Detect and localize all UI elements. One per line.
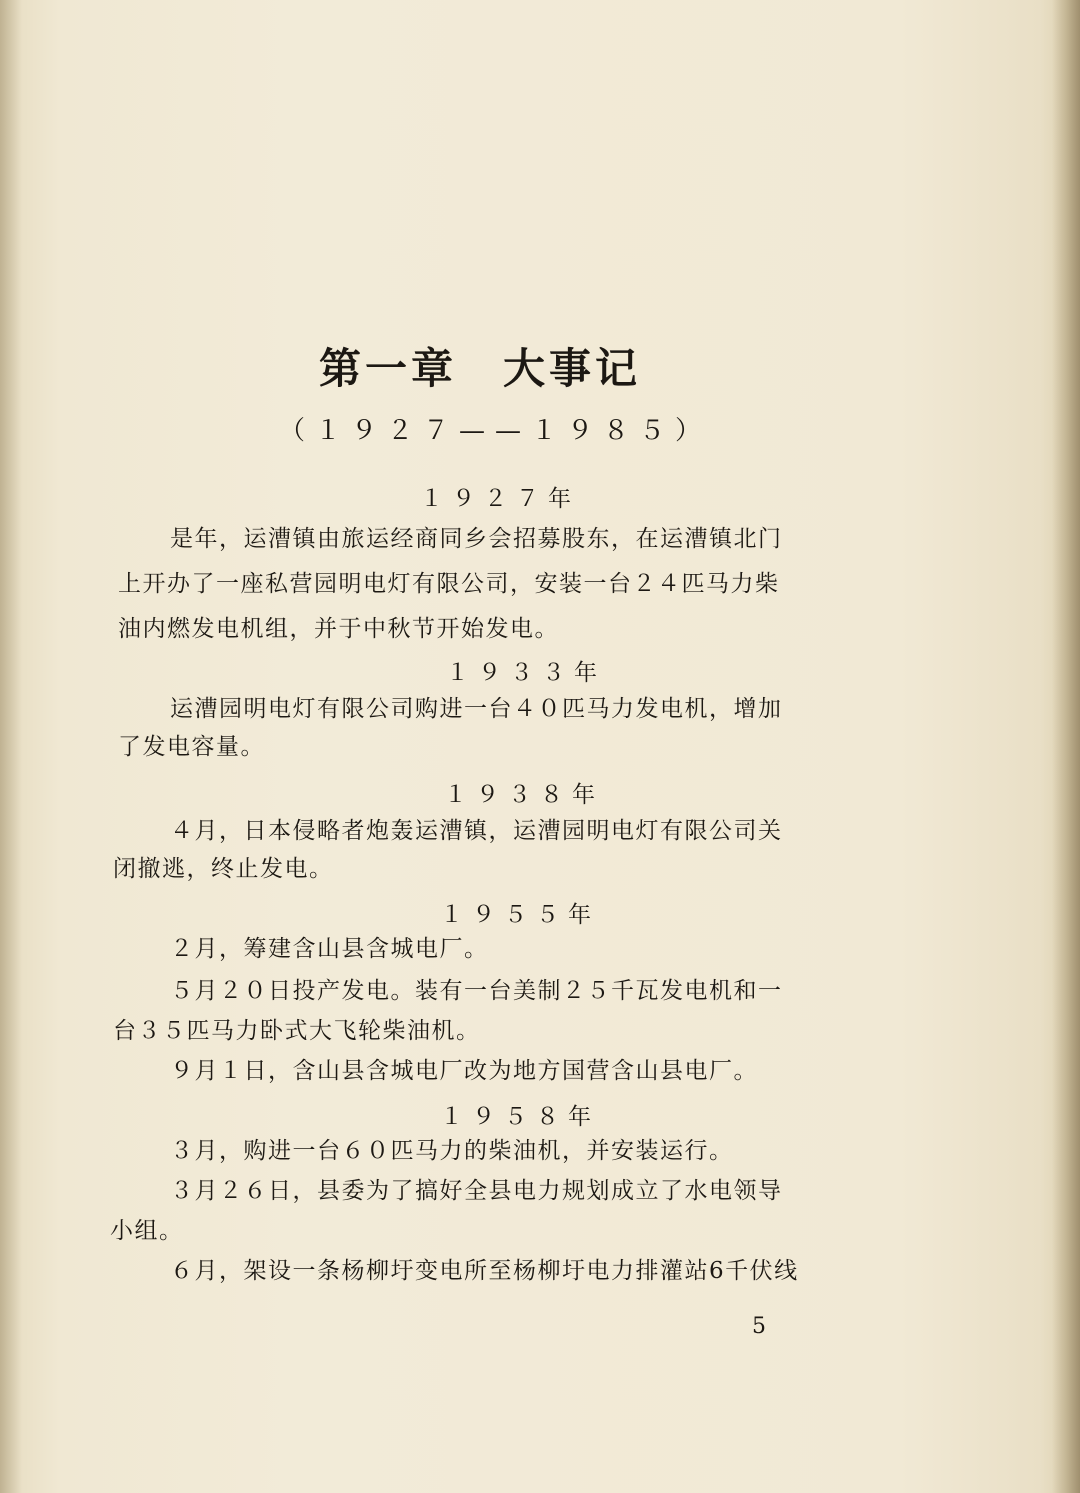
paragraph-line: ６月，架设一条杨柳圩变电所至杨柳圩电力排灌站6千伏线 — [170, 1258, 799, 1284]
paragraph-line: 了发电容量。 — [118, 734, 265, 760]
year-heading-1938: １９３８年 — [444, 782, 604, 808]
paragraph-line: 运漕园明电灯有限公司购进一台４０匹马力发电机，增加 — [170, 696, 783, 722]
year-heading-1958: １９５８年 — [440, 1104, 600, 1130]
page-edge-shadow — [1052, 0, 1080, 1493]
paragraph-line: ３月２６日，县委为了搞好全县电力规划成立了水电领导 — [170, 1178, 783, 1204]
paragraph-line: ５月２０日投产发电。装有一台美制２５千瓦发电机和一 — [170, 978, 783, 1004]
paragraph-line: 是年，运漕镇由旅运经商同乡会招募股东，在运漕镇北门 — [170, 526, 783, 552]
paragraph-line: ２月，筹建含山县含城电厂。 — [170, 936, 489, 962]
paragraph-line: 台３５匹马力卧式大飞轮柴油机。 — [113, 1018, 481, 1044]
page-gutter-shadow — [0, 0, 22, 1493]
year-heading-1933: １９３３年 — [446, 660, 606, 686]
paragraph-line: 油内燃发电机组，并于中秋节开始发电。 — [118, 616, 559, 642]
year-heading-1955: １９５５年 — [440, 902, 600, 928]
paragraph-line: 小组。 — [110, 1218, 184, 1244]
paragraph-line: ３月，购进一台６０匹马力的柴油机，并安装运行。 — [170, 1138, 734, 1164]
paragraph-line: ９月１日，含山县含城电厂改为地方国营含山县电厂。 — [170, 1058, 758, 1084]
page-number: 5 — [752, 1314, 766, 1339]
chapter-date-range: （１９２７——１９８５） — [278, 416, 711, 446]
paragraph-line: 闭撤逃，终止发电。 — [113, 856, 334, 882]
paragraph-line: 上开办了一座私营园明电灯有限公司，安装一台２４匹马力柴 — [118, 571, 780, 597]
chapter-title: 第一章 大事记 — [318, 344, 641, 393]
paragraph-line: ４月，日本侵略者炮轰运漕镇，运漕园明电灯有限公司关 — [170, 818, 783, 844]
year-heading-1927: １９２７年 — [420, 486, 580, 512]
